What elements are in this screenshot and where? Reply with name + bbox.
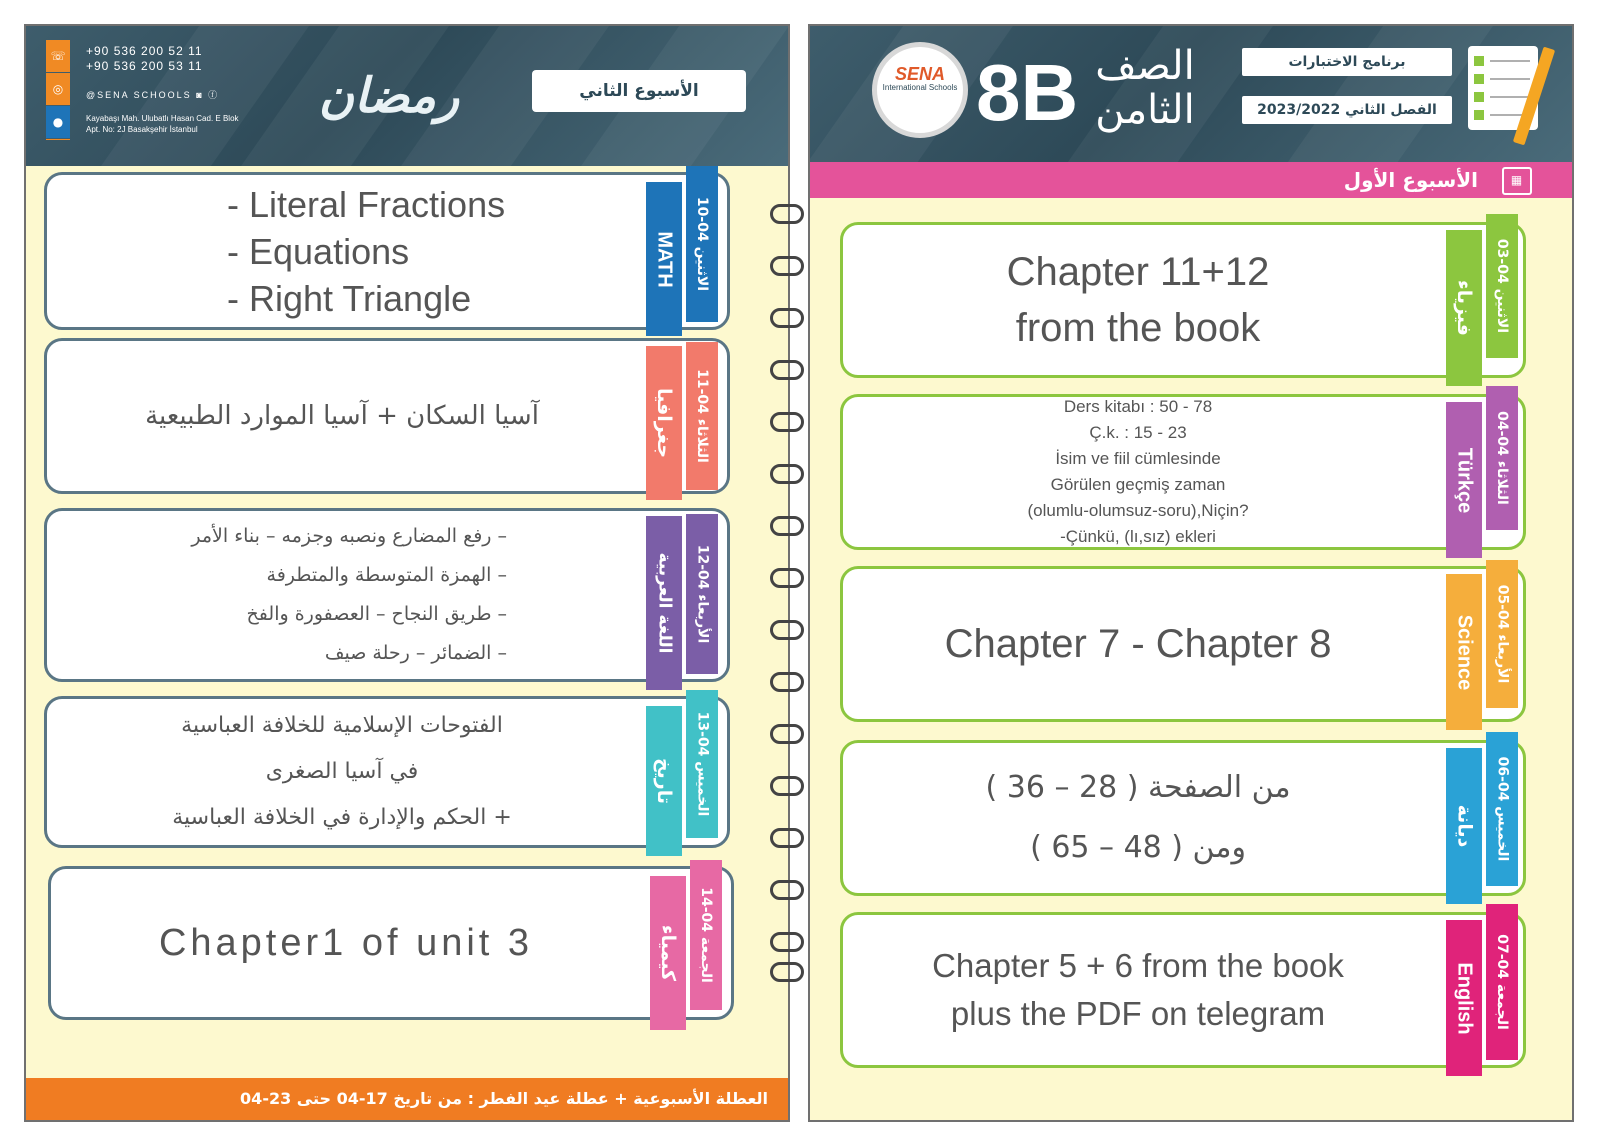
week-label: الأسبوع الأول bbox=[1343, 168, 1478, 192]
subject-tab-chemistry: كيمياء bbox=[650, 876, 686, 1030]
card-line: - Right Triangle bbox=[227, 277, 472, 319]
date-tab: الجمعة 04-14 bbox=[690, 860, 722, 1010]
social-handle: @SENA SCHOOLS bbox=[86, 90, 192, 100]
card-line: - Equations bbox=[227, 230, 410, 272]
exam-card-physics bbox=[840, 222, 1526, 378]
week-label: الأسبوع الثاني bbox=[532, 70, 746, 112]
address-line-2: Apt. No: 2J Basakşehir İstanbul bbox=[86, 125, 198, 134]
card-line: Chapter 5 + 6 from the book bbox=[932, 947, 1344, 984]
subject-tab-history: تاريخ bbox=[646, 706, 682, 856]
contact-icons bbox=[46, 40, 70, 140]
program-label: برنامج الاختبارات bbox=[1242, 48, 1452, 76]
class-code: 8B bbox=[976, 48, 1079, 137]
week-bar bbox=[810, 162, 1572, 198]
globe-icon: ◎ bbox=[46, 73, 70, 106]
holiday-footer: العطلة الأسبوعية + عطلة عيد الفطر : من تاريخ 17-04 حتى 23-04 bbox=[26, 1078, 788, 1120]
phone-1: +90 536 200 52 11 bbox=[86, 44, 203, 58]
exam-card-religion bbox=[840, 740, 1526, 896]
card-line: from the book bbox=[1015, 306, 1261, 350]
date-tab: الاثنين 04-03 bbox=[1486, 214, 1518, 358]
exam-card-geography bbox=[44, 338, 730, 494]
subject-tab-religion: ديانة bbox=[1446, 748, 1482, 904]
exam-card-history bbox=[44, 696, 730, 848]
date-tab: الأربعاء 04-12 bbox=[686, 514, 718, 674]
card-line: plus the PDF on telegram bbox=[950, 995, 1326, 1032]
exam-card-arabic bbox=[44, 508, 730, 682]
right-header bbox=[810, 26, 1572, 164]
card-line: – رفع المضارع ونصبه وجزمه – بناء الأمر bbox=[191, 525, 507, 547]
card-line: الفتوحات الإسلامية للخلافة العباسية bbox=[181, 713, 503, 738]
card-line: ومن ( 48 – 65 ) bbox=[1030, 830, 1246, 865]
left-page bbox=[24, 24, 790, 1122]
subject-tab-turkish: Türkçe bbox=[1446, 402, 1482, 558]
card-line: - Literal Fractions bbox=[227, 183, 506, 225]
calendar-icon: ▦ bbox=[1502, 167, 1532, 195]
right-page bbox=[808, 24, 1574, 1122]
term-label: الفصل الثاني 2023/2022 bbox=[1242, 96, 1452, 124]
date-tab: الثلاثاء 04-11 bbox=[686, 342, 718, 490]
card-line: İsim ve fiil cümlesinde bbox=[1055, 449, 1221, 468]
card-line: Chapter 7 - Chapter 8 bbox=[944, 621, 1332, 666]
card-line: Görülen geçmiş zaman bbox=[1050, 475, 1226, 494]
subject-tab-math: MATH bbox=[646, 182, 682, 336]
exam-card-science bbox=[840, 566, 1526, 722]
school-logo: SENA International Schools bbox=[872, 42, 968, 138]
card-line: Chapter1 of unit 3 bbox=[158, 921, 534, 964]
exam-card-math bbox=[44, 172, 730, 330]
card-line: Ç.k. : 15 - 23 bbox=[1089, 423, 1187, 442]
exam-card-chemistry bbox=[48, 866, 734, 1020]
card-line: – الهمزة المتوسطة والمتطرفة bbox=[266, 564, 507, 586]
address-line-1: Kayabaşı Mah. Ulubatlı Hasan Cad. E Blok bbox=[86, 114, 239, 123]
subject-tab-physics: فيزياء bbox=[1446, 230, 1482, 386]
date-tab: الأربعاء 04-05 bbox=[1486, 560, 1518, 708]
subject-tab-english: English bbox=[1446, 920, 1482, 1076]
date-tab: الاثنين 04-10 bbox=[686, 166, 718, 322]
subject-tab-geography: جغرافيا bbox=[646, 346, 682, 500]
location-icon: ● bbox=[46, 106, 70, 139]
exam-card-turkish bbox=[840, 394, 1526, 550]
card-line: + الحكم والإدارة في الخلافة العباسية bbox=[172, 805, 512, 830]
card-line: (olumlu-olumsuz-soru),Niçin? bbox=[1027, 501, 1249, 520]
phone-2: +90 536 200 53 11 bbox=[86, 59, 203, 73]
card-line: Ders kitabı : 50 - 78 bbox=[1063, 397, 1213, 416]
card-line: Chapter 11+12 bbox=[1006, 250, 1270, 294]
facebook-icon: ⓕ bbox=[208, 90, 220, 100]
date-tab: الثلاثاء 04-04 bbox=[1486, 386, 1518, 530]
exam-card-english bbox=[840, 912, 1526, 1068]
date-tab: الخميس 04-13 bbox=[686, 690, 718, 838]
contact-info bbox=[86, 44, 239, 135]
phone-icon: ☏ bbox=[46, 40, 70, 73]
card-line: – الضمائر – رحلة صيف bbox=[324, 642, 507, 664]
date-tab: الجمعة 04-07 bbox=[1486, 904, 1518, 1060]
subject-tab-science: Science bbox=[1446, 574, 1482, 730]
card-line: في آسيا الصغرى bbox=[265, 759, 419, 784]
card-line: -Çünkü, (lı,sız) ekleri bbox=[1060, 527, 1216, 546]
card-line: من الصفحة ( 28 – 36 ) bbox=[985, 770, 1291, 805]
spiral-binding bbox=[768, 204, 808, 984]
left-header bbox=[26, 26, 788, 166]
instagram-icon: ◙ bbox=[196, 90, 204, 100]
card-line: – طريق النجاح – العصفورة والفخ bbox=[246, 603, 507, 625]
subject-tab-arabic: اللغة العربية bbox=[646, 516, 682, 690]
class-name: الصف الثامن bbox=[1095, 43, 1195, 133]
ramadan-title-art: رمضان bbox=[318, 68, 460, 124]
card-line: آسيا السكان + آسيا الموارد الطبيعية bbox=[145, 401, 539, 431]
date-tab: الخميس 04-06 bbox=[1486, 732, 1518, 886]
